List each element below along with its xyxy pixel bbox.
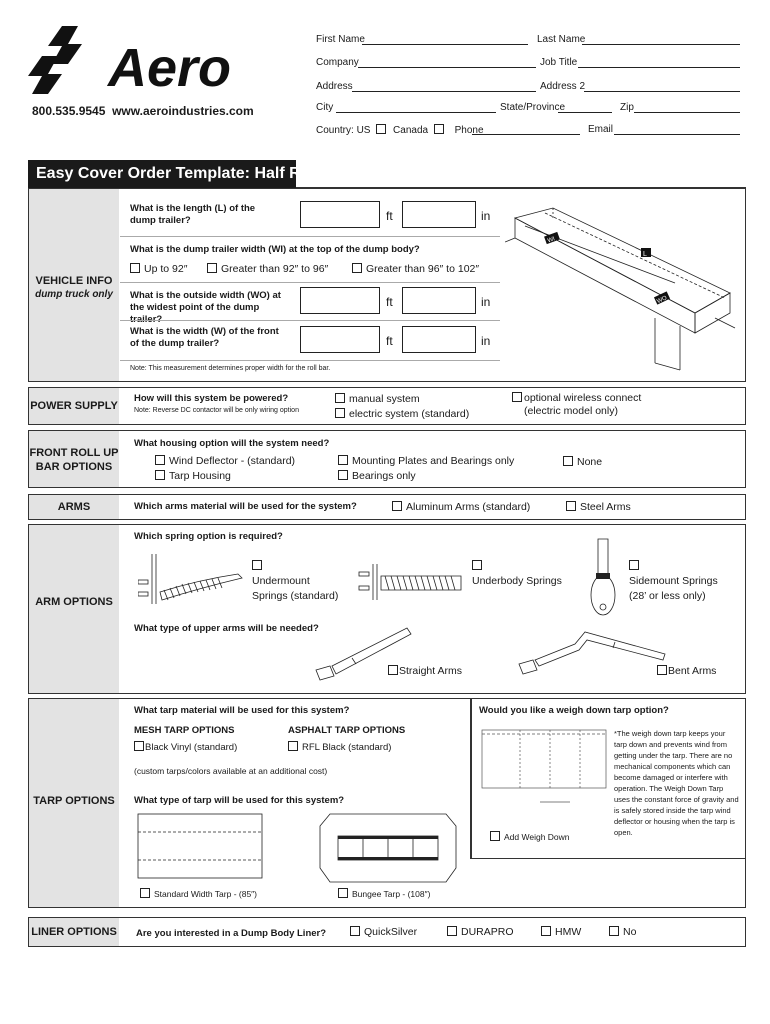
sidemount-option[interactable] — [629, 559, 718, 604]
upper-arms-question: What type of upper arms will be needed? — [134, 623, 319, 634]
mounting-option[interactable] — [338, 455, 514, 467]
width-opt2[interactable] — [207, 263, 328, 275]
wireless-label2: (electric model only) — [524, 405, 618, 417]
brand-phone: 800.535.9545 — [32, 104, 106, 118]
none-checkbox[interactable] — [563, 456, 573, 466]
wireless-checkbox[interactable] — [512, 392, 522, 402]
weigh-down-question: Would you like a weigh down tarp option? — [479, 705, 669, 716]
underbody-label: Underbody Springs — [472, 575, 562, 587]
quicksilver-option[interactable] — [350, 926, 417, 938]
outside-in-unit: in — [481, 295, 491, 309]
electric-label: electric system (standard) — [349, 408, 470, 420]
title-bar — [28, 160, 340, 188]
divider — [120, 360, 500, 361]
power-label: POWER SUPPLY — [30, 400, 118, 412]
last-name-field[interactable] — [582, 44, 740, 45]
outside-ft-input[interactable] — [300, 287, 380, 314]
state-label: State/Province — [500, 102, 566, 113]
none-option[interactable] — [563, 456, 602, 468]
liner-label: LINER OPTIONS — [31, 926, 117, 938]
undermount-option[interactable] — [252, 559, 338, 604]
manual-checkbox[interactable] — [335, 393, 345, 403]
brand-website[interactable]: www.aeroindustries.com — [112, 104, 254, 118]
divider — [120, 282, 500, 283]
width-opt3-checkbox[interactable] — [352, 263, 362, 273]
bent-arms-option[interactable] — [657, 665, 716, 677]
sidemount-checkbox[interactable] — [629, 560, 639, 570]
quicksilver-checkbox[interactable] — [350, 926, 360, 936]
steel-option[interactable] — [566, 501, 631, 513]
tarp-housing-checkbox[interactable] — [155, 470, 165, 480]
underbody-checkbox[interactable] — [472, 560, 482, 570]
durapro-checkbox[interactable] — [447, 926, 457, 936]
straight-arms-option[interactable] — [388, 665, 462, 677]
length-ft-input[interactable] — [300, 201, 380, 228]
vehicle-label: VEHICLE INFO — [35, 275, 113, 287]
no-option[interactable] — [609, 926, 636, 938]
bungee-tarp-checkbox[interactable] — [338, 888, 348, 898]
steel-label: Steel Arms — [580, 501, 631, 513]
arm-options-label: ARM OPTIONS — [35, 596, 113, 608]
canada-checkbox[interactable] — [434, 124, 444, 134]
wireless-option[interactable] — [512, 392, 641, 418]
aluminum-checkbox[interactable] — [392, 501, 402, 511]
weigh-down-tarp-icon — [480, 724, 610, 809]
last-name-label: Last Name — [537, 34, 586, 45]
sidemount-label1: Sidemount Springs — [629, 575, 718, 587]
address-field[interactable] — [352, 91, 536, 92]
hmw-checkbox[interactable] — [541, 926, 551, 936]
electric-option[interactable] — [335, 408, 469, 420]
add-weigh-down-option[interactable] — [490, 831, 570, 842]
diagram-wi-label: WI — [546, 236, 556, 245]
black-vinyl-option[interactable] — [134, 741, 237, 753]
zip-label: Zip — [620, 102, 634, 113]
width-opt1-checkbox[interactable] — [130, 263, 140, 273]
address2-label: Address 2 — [540, 81, 586, 92]
front-ft-input[interactable] — [300, 326, 380, 353]
vehicle-label-group — [29, 274, 119, 302]
spring-question: Which spring option is required? — [134, 531, 283, 542]
straight-arms-checkbox[interactable] — [388, 665, 398, 675]
svg-text:Aero: Aero — [108, 38, 232, 96]
durapro-label: DURAPRO — [461, 926, 514, 938]
us-checkbox[interactable] — [376, 124, 386, 134]
quicksilver-label: QuickSilver — [364, 926, 418, 938]
email-label: Email — [588, 124, 614, 135]
underbody-option[interactable] — [472, 559, 562, 589]
page-title: Easy Cover Order Template: Half Round — [36, 165, 340, 182]
manual-option[interactable] — [335, 393, 420, 405]
roll-bar-label2: BAR OPTIONS — [35, 461, 113, 473]
asphalt-heading: ASPHALT TARP OPTIONS — [288, 725, 406, 736]
roll-bar-label-group — [29, 446, 119, 474]
rfl-label: RFL Black (standard) — [302, 742, 392, 753]
wind-deflector-option[interactable] — [155, 455, 295, 467]
front-ft-unit: ft — [386, 334, 393, 348]
bungee-tarp-icon — [318, 810, 458, 885]
standard-tarp-icon — [136, 812, 264, 880]
manual-label: manual system — [349, 393, 420, 405]
country-row — [316, 124, 484, 136]
housing-question: What housing option will the system need? — [134, 438, 330, 449]
length-in-input[interactable] — [402, 201, 476, 228]
custom-note: (custom tarps/colors available at an additional cost) — [134, 766, 328, 776]
underbody-spring-icon — [355, 562, 465, 602]
email-field[interactable] — [614, 134, 740, 135]
divider — [120, 320, 500, 321]
wireless-label1: optional wireless connect — [524, 392, 642, 404]
zip-field[interactable] — [634, 112, 740, 113]
tarp-divider — [470, 699, 472, 859]
bungee-tarp-label: Bungee Tarp - (108″) — [352, 889, 431, 899]
first-name-label: First Name — [316, 34, 365, 45]
rfl-option[interactable] — [288, 741, 391, 753]
weigh-down-description: *The weigh down tarp keeps your tarp down and prevents wind from getting under the tarp. There are no mechanical components which can become damaged or interfere with operation. The Weigh Down Tarp uses the constant force of gravity and is safely stored inside the tarp wind deflector or housing when the tarp is open. — [614, 729, 739, 837]
aluminum-option[interactable] — [392, 501, 530, 513]
phone-field[interactable] — [472, 134, 580, 135]
undermount-spring-icon — [138, 552, 248, 607]
bent-arms-checkbox[interactable] — [657, 665, 667, 675]
bent-arm-icon — [515, 622, 675, 677]
width-top-question: What is the dump trailer width (WI) at the top of the dump body? — [130, 244, 420, 255]
arm-options-side — [29, 525, 119, 693]
bearings-label: Bearings only — [352, 470, 416, 482]
aluminum-label: Aluminum Arms (standard) — [406, 501, 531, 513]
wind-deflector-checkbox[interactable] — [155, 455, 165, 465]
undermount-label2: Springs (standard) — [252, 590, 339, 602]
add-weigh-down-checkbox[interactable] — [490, 831, 500, 841]
address2-field[interactable] — [584, 91, 740, 92]
front-in-unit: in — [481, 334, 491, 348]
sidemount-spring-icon — [588, 537, 618, 622]
front-width-question: What is the width (W) of the front of the dump trailer? — [130, 326, 279, 349]
outside-in-input[interactable] — [402, 287, 476, 314]
durapro-option[interactable] — [447, 926, 514, 938]
black-vinyl-label: Black Vinyl (standard) — [145, 742, 238, 753]
aero-logo-icon — [28, 26, 268, 96]
job-title-label: Job Title — [540, 57, 578, 68]
no-checkbox[interactable] — [609, 926, 619, 936]
vehicle-sublabel: dump truck only — [35, 289, 113, 300]
hmw-option[interactable] — [541, 926, 581, 938]
tarp-material-question: What tarp material will be used for this system? — [134, 705, 350, 716]
undermount-label1: Undermount — [252, 575, 310, 587]
bungee-tarp-option[interactable] — [338, 888, 430, 899]
tarp-housing-option[interactable] — [155, 470, 231, 482]
city-label: City — [316, 102, 334, 113]
tarp-divider-h — [470, 858, 746, 859]
mesh-heading: MESH TARP OPTIONS — [134, 725, 235, 736]
mounting-label: Mounting Plates and Bearings only — [352, 455, 515, 467]
width-opt2-checkbox[interactable] — [207, 263, 217, 273]
length-in-unit: in — [481, 209, 491, 223]
divider — [120, 236, 500, 237]
front-in-input[interactable] — [402, 326, 476, 353]
job-title-field[interactable] — [578, 67, 740, 68]
black-vinyl-checkbox[interactable] — [134, 741, 144, 751]
company-field[interactable] — [358, 67, 536, 68]
mounting-checkbox[interactable] — [338, 455, 348, 465]
vehicle-note: Note: This measurement determines proper width for the roll bar. — [130, 365, 331, 372]
add-weigh-down-label: Add Weigh Down — [504, 832, 570, 842]
no-label: No — [623, 926, 637, 938]
tarp-label: TARP OPTIONS — [33, 795, 115, 807]
tarp-type-question: What type of tarp will be used for this system? — [134, 795, 345, 806]
standard-tarp-option[interactable] — [140, 888, 257, 899]
width-opt1-label: Up to 92″ — [144, 263, 188, 275]
wind-deflector-label: Wind Deflector - (standard) — [169, 455, 296, 467]
length-question: What is the length (L) of the dump trailer? — [130, 203, 256, 226]
outside-ft-unit: ft — [386, 295, 393, 309]
hmw-label: HMW — [555, 926, 582, 938]
none-label: None — [577, 456, 603, 468]
standard-tarp-checkbox[interactable] — [140, 888, 150, 898]
us-label: US — [356, 125, 371, 136]
power-question: How will this system be powered? — [134, 393, 289, 404]
tarp-housing-label: Tarp Housing — [169, 470, 231, 482]
bearings-checkbox[interactable] — [338, 470, 348, 480]
company-label: Company — [316, 57, 359, 68]
phone-label: Phone — [454, 125, 484, 136]
canada-label: Canada — [393, 125, 429, 136]
arms-label: ARMS — [57, 501, 91, 513]
length-ft-unit: ft — [386, 209, 393, 223]
power-note: Note: Reverse DC contactor will be only wiring option — [134, 407, 299, 414]
diagram-l-label: L — [643, 251, 647, 258]
state-field[interactable] — [558, 112, 612, 113]
city-field[interactable] — [336, 112, 496, 113]
bent-arms-label: Bent Arms — [668, 665, 717, 677]
dump-trailer-diagram — [505, 198, 740, 373]
standard-tarp-label: Standard Width Tarp - (85″) — [154, 889, 258, 899]
outside-width-question: What is the outside width (WO) at the widest point of the dump trailer? — [130, 290, 281, 325]
straight-arms-label: Straight Arms — [399, 665, 463, 677]
first-name-field[interactable] — [362, 44, 528, 45]
address-label: Address — [316, 81, 353, 92]
electric-checkbox[interactable] — [335, 408, 345, 418]
bearings-option[interactable] — [338, 470, 416, 482]
undermount-checkbox[interactable] — [252, 560, 262, 570]
roll-bar-label1: FRONT ROLL UP — [29, 447, 119, 459]
steel-checkbox[interactable] — [566, 501, 576, 511]
liner-question: Are you interested in a Dump Body Liner? — [136, 928, 327, 939]
diagram-wo-label: WO — [656, 295, 669, 306]
width-opt1[interactable] — [130, 263, 187, 275]
rfl-checkbox[interactable] — [288, 741, 298, 751]
arms-question: Which arms material will be used for the system? — [134, 501, 357, 512]
brand-contact — [32, 104, 254, 118]
sidemount-label2: (28’ or less only) — [629, 590, 706, 602]
width-opt3-label: Greater than 96″ to 102″ — [366, 263, 480, 275]
logo — [28, 26, 268, 96]
width-opt3[interactable] — [352, 263, 479, 275]
width-opt2-label: Greater than 92″ to 96″ — [221, 263, 329, 275]
country-label: Country: — [316, 125, 354, 136]
